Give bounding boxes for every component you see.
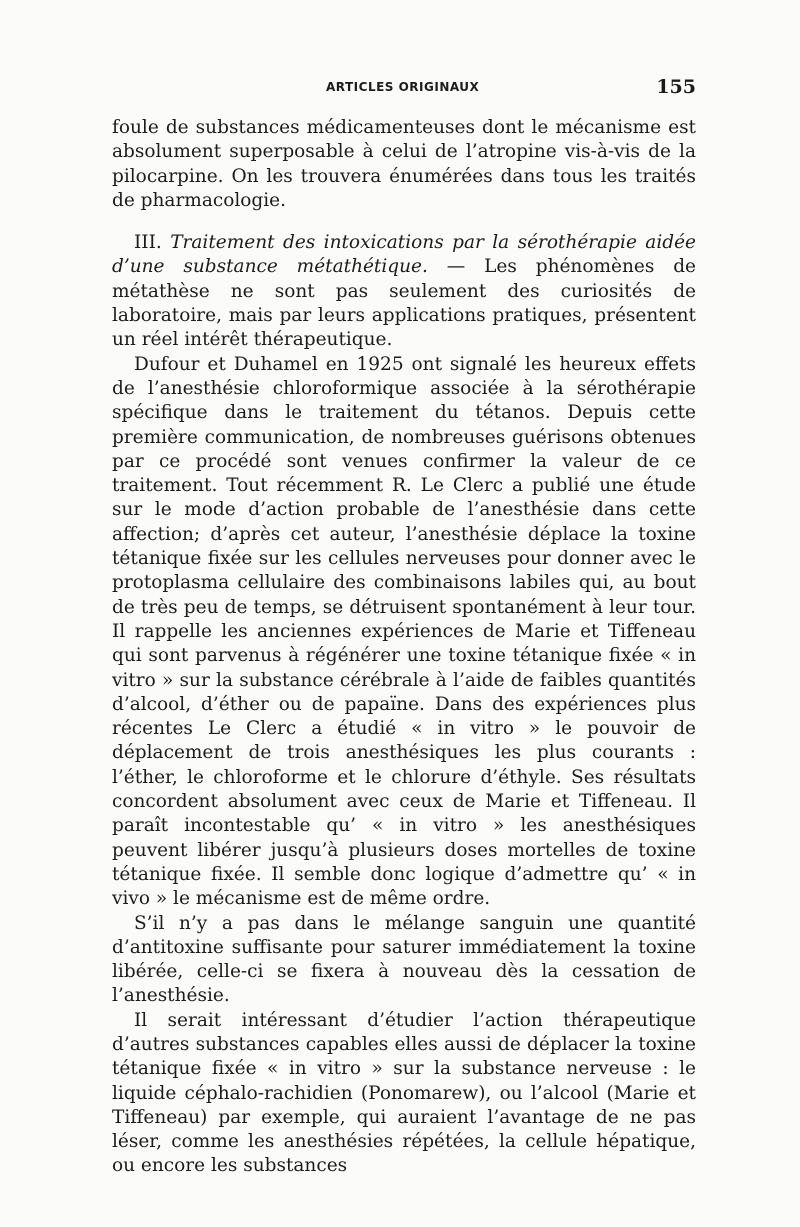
paragraph-4: S’il n’y a pas dans le mélange sanguin une quantité d’antitoxine suffisante pour saturer immédiatement la toxine libérée, celle-ci se fixera à nouveau dès la cessation de l’anesthésie. [112, 912, 696, 1007]
section-number: III. [134, 232, 162, 254]
paragraph-5: Il serait intéressant d’étudier l’action thérapeutique d’autres substances capables elles aussi de déplacer la toxine tétanique fixée « in vitro » sur la substance nerveuse : le liquide céphalo-rachidien (Ponomarew), ou l’alcool (Marie et Tiffeneau) par exemple, qui auraient l’avantage de ne pas léser, comme les anesthésies répétées, la cellule hépatique, ou encore les substances [112, 1009, 696, 1177]
running-header [112, 74, 696, 102]
section-paragraph [112, 231, 696, 352]
running-title: ARTICLES ORIGINAUX [326, 80, 480, 94]
section-text: — Les phénomènes de métathèse ne sont pas seulement des curiosités de laboratoire, mais par leurs applications pratiques, présentent un réel intérêt thérapeutique. [112, 256, 696, 351]
paragraph-3: Dufour et Duhamel en 1925 ont signalé les heureux effets de l’anesthésie chloroformique associée à la sérothérapie spécifique dans le traitement du tétanos. Depuis cette première communication, de nombreuses guérisons obtenues par ce procédé sont venues confirmer la valeur de ce traitement. Tout récemment R. Le Clerc a publié une étude sur le mode d’action probable de l’anesthésie dans cette affection; d’après cet auteur, l’anesthésie déplace la toxine tétanique fixée sur les cellules nerveuses pour donner avec le protoplasma cellulaire des combinaisons labiles qui, au bout de très peu de temps, se détruisent spontanément à leur tour. Il rappelle les anciennes expériences de Marie et Tiffeneau qui sont parvenus à régénérer une toxine tétanique fixée « in vitro » sur la substance cérébrale à l’aide de faibles quantités d’alcool, d’éther ou de papaïne. Dans des expériences plus récentes Le Clerc a étudié « in vitro » le pouvoir de déplacement de trois anesthésiques les plus courants : l’éther, le chloroforme et le chlorure d’éthyle. Ses résultats concordent absolument avec ceux de Marie et Tiffeneau. Il paraît incontestable qu’ « in vitro » les anesthésiques peuvent libérer jusqu’à plusieurs doses mortelles de toxine tétanique fixée. Il semble donc logique d’admettre qu’ « in vivo » le mécanisme est de même ordre. [112, 353, 696, 910]
paragraph-1: foule de substances médicamenteuses dont le mécanisme est absolument superposable à celui de l’atropine vis-à-vis de la pilocarpine. On les trouvera énumérées dans tous les traités de pharmacologie. [112, 117, 696, 211]
document-page [112, 74, 696, 1179]
section-heading: Traitement des intoxications par la sérothérapie aidée d’une substance métathétique. [112, 232, 696, 278]
page-number: 155 [656, 76, 696, 98]
